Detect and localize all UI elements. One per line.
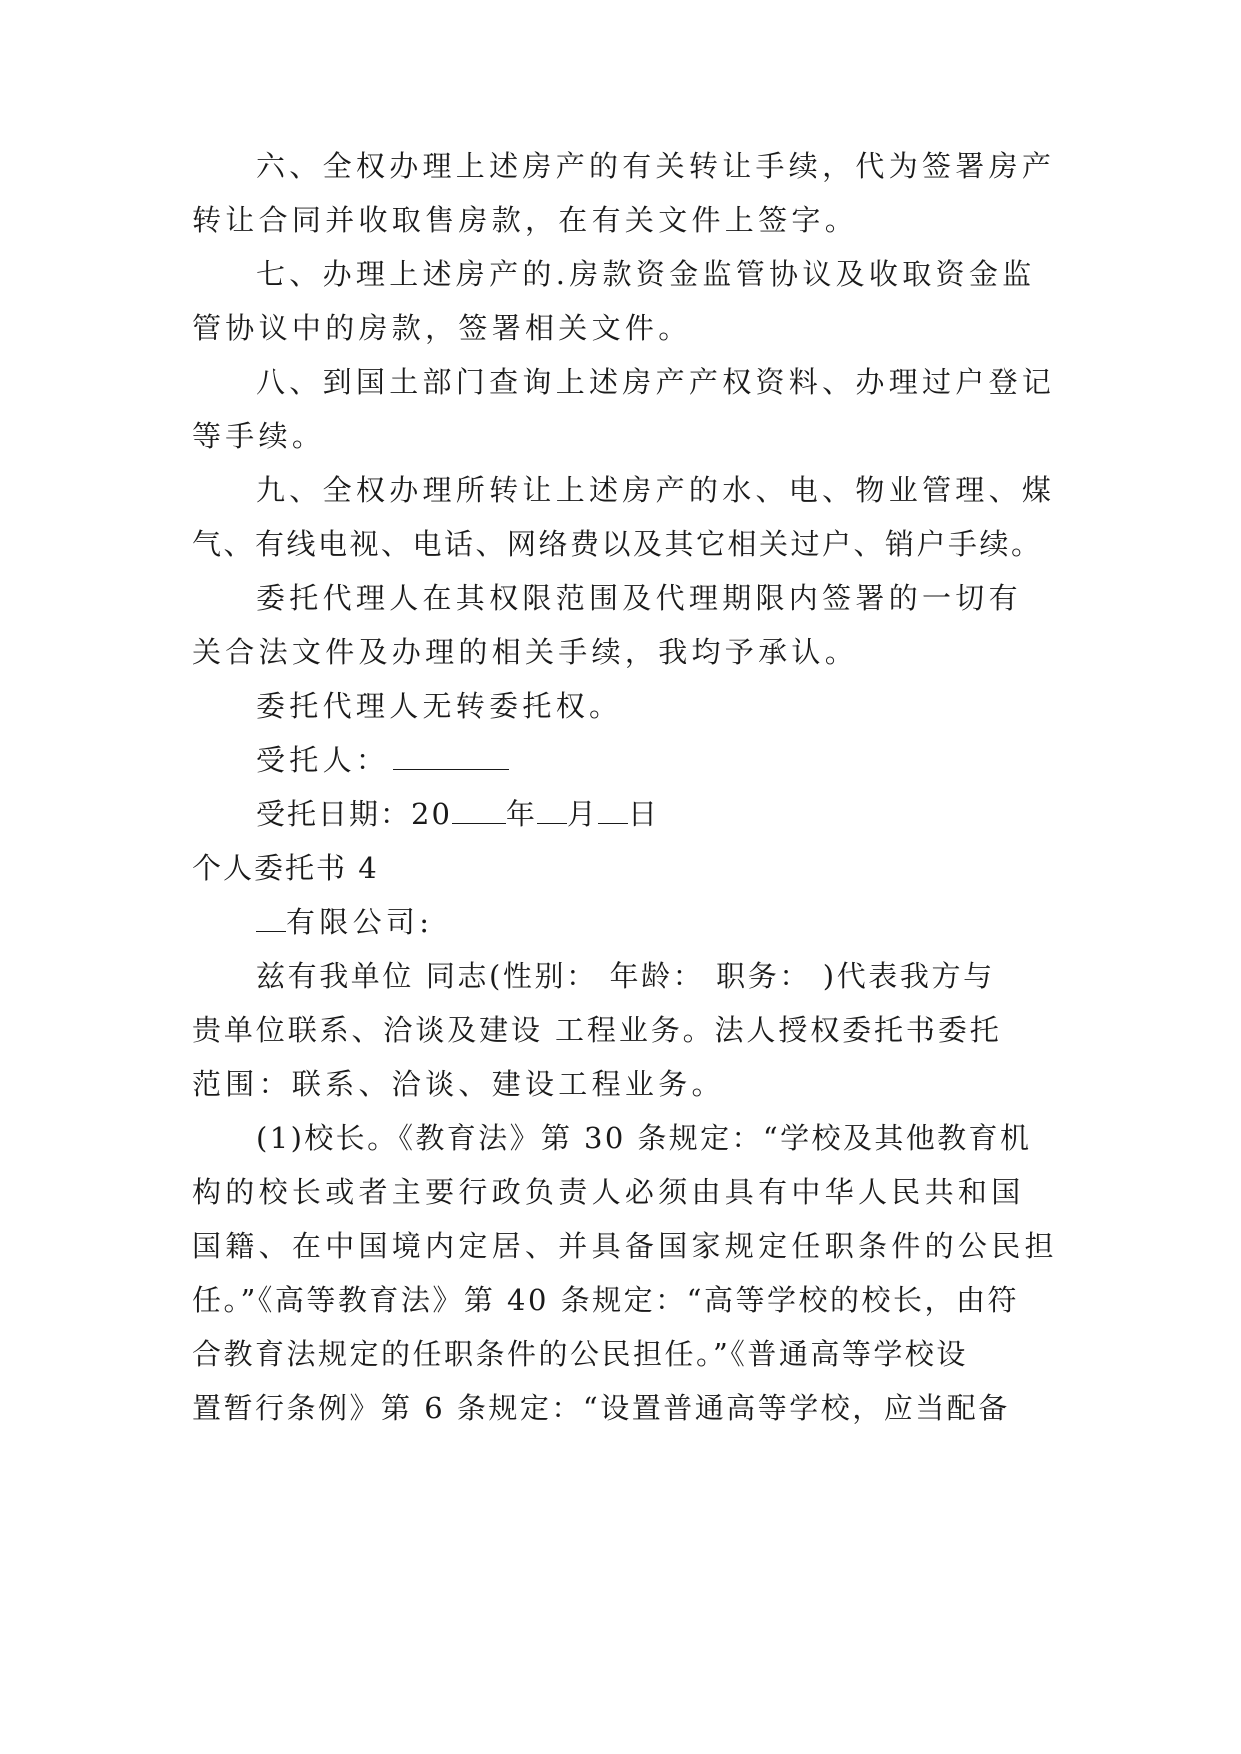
section-title: 个人委托书 4 bbox=[192, 851, 379, 885]
year-label: 年 bbox=[505, 797, 537, 831]
paragraph-13-line-4: 任。”《高等教育法》第 40 条规定：“高等学校的校长，由符 bbox=[192, 1283, 1019, 1317]
paragraph-8-line-1: 八、到国土部门查询上述房产产权资料、办理过户登记 bbox=[256, 365, 1056, 399]
paragraph-6-line-1: 六、全权办理上述房产的有关转让手续，代为签署房产 bbox=[256, 149, 1056, 183]
year-blank bbox=[452, 797, 506, 824]
paragraph-10-line-1: 委托代理人在其权限范围及代理期限内签署的一切有 bbox=[256, 581, 1022, 615]
company-name: 有限公司: bbox=[286, 905, 434, 939]
paragraph-13-line-1: (1)校长。《教育法》第 30 条规定：“学校及其他教育机 bbox=[256, 1121, 1032, 1155]
paragraph-7-line-1: 七、办理上述房产的.房款资金监管协议及收取资金监 bbox=[256, 257, 1036, 291]
paragraph-8-line-2: 等手续。 bbox=[192, 419, 326, 453]
paragraph-9-line-2: 气、有线电视、电话、网络费以及其它相关过户、销户手续。 bbox=[192, 527, 1043, 561]
paragraph-6-line-2: 转让合同并收取售房款，在有关文件上签字。 bbox=[192, 203, 859, 237]
paragraph-12-line-1: 兹有我单位 同志(性别： 年龄： 职务： )代表我方与 bbox=[256, 959, 995, 993]
trust-date-label: 受托日期：20 bbox=[256, 797, 452, 831]
trustee-label: 受托人： bbox=[256, 743, 390, 777]
paragraph-10-line-2: 关合法文件及办理的相关手续，我均予承认。 bbox=[192, 635, 859, 669]
trustee-blank bbox=[393, 743, 509, 770]
paragraph-12-line-2: 贵单位联系、洽谈及建设 工程业务。法人授权委托书委托 bbox=[192, 1013, 1002, 1047]
company-row bbox=[256, 902, 1052, 942]
trust-date-row bbox=[256, 794, 1052, 834]
month-label: 月 bbox=[566, 797, 598, 831]
paragraph-12-line-3: 范围：联系、洽谈、建设工程业务。 bbox=[192, 1067, 725, 1101]
paragraph-11: 委托代理人无转委托权。 bbox=[256, 689, 623, 723]
paragraph-13-line-3: 国籍、在中国境内定居、并具备国家规定任职条件的公民担 bbox=[192, 1229, 1058, 1263]
paragraph-9-line-1: 九、全权办理所转让上述房产的水、电、物业管理、煤 bbox=[256, 473, 1056, 507]
trustee-row bbox=[256, 740, 1052, 780]
company-blank bbox=[256, 905, 286, 932]
paragraph-7-line-2: 管协议中的房款，签署相关文件。 bbox=[192, 311, 692, 345]
paragraph-13-line-6: 置暂行条例》第 6 条规定：“设置普通高等学校，应当配备 bbox=[192, 1391, 1010, 1425]
paragraph-13-line-5: 合教育法规定的任职条件的公民担任。”《普通高等学校设 bbox=[192, 1337, 968, 1371]
month-blank bbox=[537, 797, 567, 824]
paragraph-13-line-2: 构的校长或者主要行政负责人必须由具有中华人民共和国 bbox=[192, 1175, 1025, 1209]
day-blank bbox=[598, 797, 628, 824]
day-label: 日 bbox=[627, 797, 659, 831]
